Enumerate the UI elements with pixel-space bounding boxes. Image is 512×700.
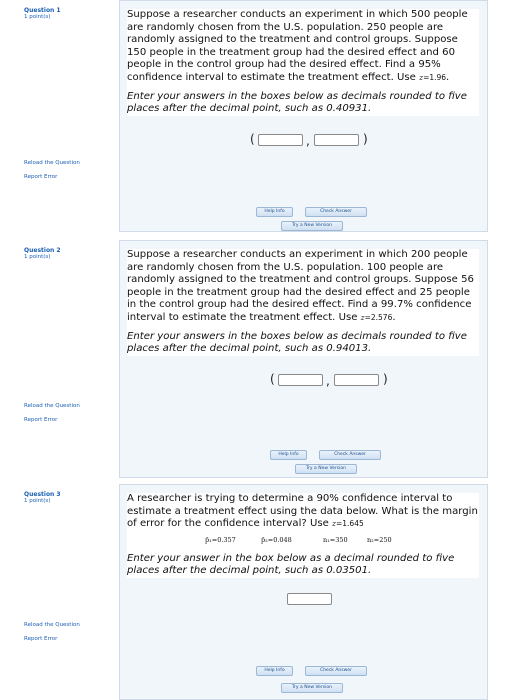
instructions-text: Enter your answers in the boxes below as decimals rounded to five places after the decimal point, such as 0.40931. <box>127 90 467 115</box>
question-points: 1 point(s) <box>24 498 51 504</box>
question-panel <box>119 484 488 700</box>
report-error-link[interactable]: Report Error <box>24 636 58 642</box>
question-2 <box>0 240 512 478</box>
check-answer-button[interactable]: Check Answer <box>305 207 367 217</box>
check-answer-button[interactable]: Check Answer <box>305 666 367 676</box>
question-sidebar <box>0 0 118 232</box>
open-paren: ( <box>270 372 275 386</box>
question-sidebar <box>0 240 118 478</box>
help-info-button[interactable]: Help Info <box>270 450 307 460</box>
try-new-version-button[interactable]: Try a New Version <box>281 683 343 693</box>
n1-value: n₁=350 <box>323 535 348 544</box>
reload-question-link[interactable]: Reload the Question <box>24 403 80 409</box>
p1-value: p̄₁=0.357 <box>205 535 236 544</box>
try-new-version-button[interactable]: Try a New Version <box>295 464 357 474</box>
reload-question-link[interactable]: Reload the Question <box>24 622 80 628</box>
question-panel <box>119 0 488 232</box>
try-new-version-button[interactable]: Try a New Version <box>281 221 343 231</box>
z-symbol: z <box>419 72 424 82</box>
question-title: Question 3 <box>24 491 61 498</box>
margin-of-error-input[interactable] <box>287 593 332 605</box>
check-answer-button[interactable]: Check Answer <box>319 450 381 460</box>
lower-bound-input[interactable] <box>278 374 323 386</box>
question-content <box>127 9 479 116</box>
question-panel <box>119 240 488 478</box>
report-error-link[interactable]: Report Error <box>24 174 58 180</box>
upper-bound-input[interactable] <box>334 374 379 386</box>
z-value: =2.576 <box>364 312 393 322</box>
help-info-button[interactable]: Help Info <box>256 666 293 676</box>
z-value: =1.96 <box>423 72 447 82</box>
instructions-text: Enter your answer in the box below as a decimal rounded to five places after the decimal point, such as 0.03501. <box>127 552 455 577</box>
problem-text: Suppose a researcher conducts an experiment in which 200 people are randomly chosen from the U.S. population. 100 people are randomly assigned to the treatment and control groups. Suppose 56 people in the treatment group had the desired effect and 25 people in the control group had the desired effect. Find a 99.7% confidence interval to estimate the treatment effect. Use z=2.576. <box>127 249 474 323</box>
question-1 <box>0 0 512 232</box>
question-content <box>127 493 479 578</box>
question-content <box>127 249 479 356</box>
n2-value: n₂=250 <box>367 535 392 544</box>
question-points: 1 point(s) <box>24 14 51 20</box>
question-points: 1 point(s) <box>24 254 51 260</box>
comma: , <box>306 134 310 148</box>
report-error-link[interactable]: Report Error <box>24 417 58 423</box>
lower-bound-input[interactable] <box>258 134 303 146</box>
problem-text: Suppose a researcher conducts an experiment in which 500 people are randomly chosen from the U.S. population. 250 people are randomly assigned to the treatment and control groups. Suppose 150 people in the treatment group had the desired effect and 60 people in the control group had the desired effect. Find a 95% confidence interval to estimate the treatment effect. Use z=1.96. <box>127 9 468 83</box>
question-title: Question 1 <box>24 7 61 14</box>
z-symbol: z <box>360 312 365 322</box>
upper-bound-input[interactable] <box>314 134 359 146</box>
instructions-text: Enter your answers in the boxes below as decimals rounded to five places after the decimal point, such as 0.94013. <box>127 330 467 355</box>
open-paren: ( <box>250 132 255 146</box>
comma: , <box>326 374 330 388</box>
reload-question-link[interactable]: Reload the Question <box>24 160 80 166</box>
variables-row <box>127 531 479 553</box>
question-sidebar <box>0 484 118 700</box>
question-title: Question 2 <box>24 247 61 254</box>
z-symbol: z <box>332 519 336 529</box>
question-3 <box>0 484 512 700</box>
problem-text: A researcher is trying to determine a 90% confidence interval to estimate a treatment effect using the data below. What is the margin of error for the confidence interval? Use z=1.645 <box>127 493 478 530</box>
z-value: =1.645 <box>335 519 364 529</box>
close-paren: ) <box>383 372 388 386</box>
help-info-button[interactable]: Help Info <box>256 207 293 217</box>
close-paren: ) <box>363 132 368 146</box>
p2-value: p̄₂=0.048 <box>261 535 292 544</box>
